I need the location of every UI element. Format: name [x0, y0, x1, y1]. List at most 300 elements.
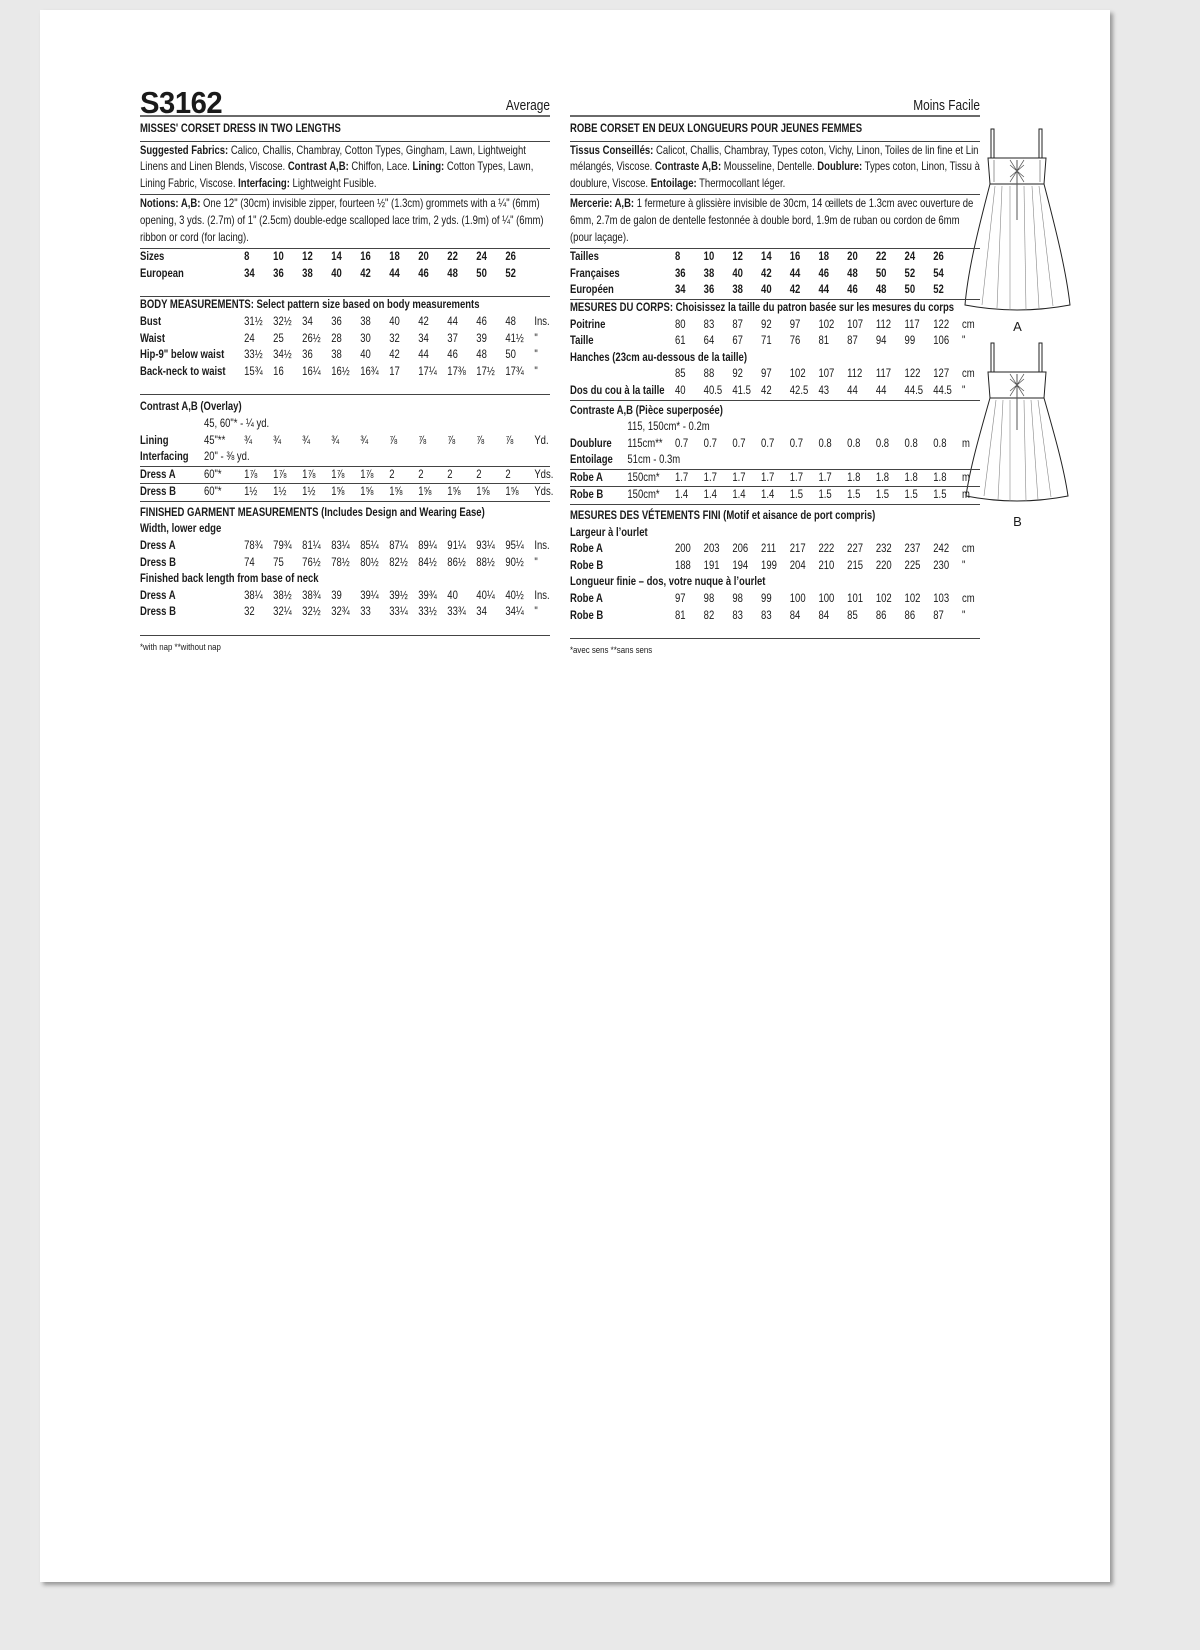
- unit-label: ": [534, 348, 538, 362]
- cell-value: 34: [418, 331, 429, 345]
- unit-label: cm: [961, 317, 975, 331]
- cell-value: 82½: [389, 555, 408, 569]
- contrast-yardage-fr: 115, 150cm* - 0.2m: [627, 420, 710, 434]
- cell-value: 1⅞: [360, 467, 374, 481]
- cell-value: 0.7: [761, 436, 775, 450]
- body-measurements-heading: BODY MEASUREMENTS: Select pattern size based on body measurements: [140, 298, 480, 312]
- row-label: Lining: [140, 433, 169, 447]
- unit-label: Yd.: [534, 433, 549, 447]
- cell-value: 34½: [273, 348, 292, 362]
- cell-value: 122: [904, 367, 921, 381]
- cell-value: 39¾: [418, 588, 437, 602]
- row-label: Sizes: [140, 250, 165, 264]
- unit-label: ": [961, 558, 966, 572]
- notions: [140, 195, 550, 248]
- table-row: [570, 282, 980, 299]
- cell-value: ⅞: [505, 433, 514, 447]
- cell-value: 40: [761, 283, 772, 297]
- table-row: [140, 588, 550, 605]
- cell-value: 15¾: [244, 364, 263, 378]
- french-column: [570, 90, 980, 660]
- row-label: Européen: [570, 283, 614, 297]
- cell-value: 44: [818, 283, 830, 297]
- cell-value: 1½: [273, 485, 287, 499]
- row-label: Tailles: [570, 250, 599, 264]
- cell-value: 188: [674, 558, 691, 572]
- cell-value: ⅞: [476, 433, 485, 447]
- cell-value: 16: [360, 250, 371, 264]
- cell-value: 14: [331, 250, 342, 264]
- cell-value: 40½: [505, 588, 524, 602]
- cell-value: 44: [875, 383, 887, 397]
- cell-value: 48: [447, 266, 458, 280]
- cell-value: 67: [732, 334, 743, 348]
- cell-value: ⅞: [447, 433, 456, 447]
- cell-value: 1.7: [789, 470, 803, 484]
- cell-value: 102: [818, 317, 835, 331]
- unit-label: ": [534, 555, 538, 569]
- cell-value: 95¼: [505, 539, 524, 553]
- table-row: [570, 266, 980, 283]
- cell-value: 80½: [360, 555, 379, 569]
- cell-value: 78¾: [244, 539, 263, 553]
- cell-value: 42: [761, 266, 772, 280]
- cell-value: 40: [389, 314, 400, 328]
- bold-label: Contraste A,B:: [654, 160, 722, 174]
- bold-label: Lining:: [412, 160, 445, 174]
- cell-value: 1.4: [761, 488, 775, 502]
- table-row: [140, 249, 550, 266]
- cell-value: 98: [732, 592, 743, 606]
- cell-value: 44.5: [933, 383, 952, 397]
- table-row: [140, 555, 550, 572]
- width-heading-fr: Largeur à l’ourlet: [570, 525, 648, 539]
- cell-value: 30: [360, 331, 371, 345]
- cell-value: 33½: [418, 605, 437, 619]
- cell-value: 83¼: [331, 539, 350, 553]
- cell-value: 242: [933, 542, 950, 556]
- cell-value: 93¼: [476, 539, 495, 553]
- cell-value: 18: [818, 250, 830, 264]
- cell-value: 16½: [331, 364, 350, 378]
- cell-value: 85¼: [360, 539, 379, 553]
- cell-value: 1.8: [875, 470, 890, 484]
- cell-value: 44: [418, 348, 429, 362]
- cell-value: 1.5: [875, 488, 890, 502]
- cell-value: 17¾: [505, 364, 524, 378]
- cell-value: 10: [273, 250, 284, 264]
- cell-value: 100: [789, 592, 806, 606]
- bold-label: Doublure:: [817, 160, 863, 174]
- cell-value: 122: [933, 317, 950, 331]
- cell-value: ¾: [331, 433, 340, 447]
- row-label: Robe B: [570, 558, 604, 572]
- cell-value: 83: [732, 608, 743, 622]
- cell-value: 20: [418, 250, 429, 264]
- paragraph-text: Calicot, Challis, Chambray, Types coton, Vichy, Linon, Toiles de lin fine et Lin mélangés, Viscose.: [570, 143, 979, 174]
- row-label: Robe A: [570, 470, 603, 484]
- cell-value: ¾: [360, 433, 369, 447]
- cell-value: 237: [904, 542, 921, 556]
- cell-value: 40: [447, 588, 458, 602]
- dress-b-row-fr: [570, 487, 980, 504]
- cell-value: 1⅝: [360, 485, 374, 499]
- cell-value: 106: [933, 334, 950, 348]
- cell-value: 16: [273, 364, 284, 378]
- cell-value: 1.5: [847, 488, 861, 502]
- cell-value: 0.7: [703, 436, 717, 450]
- row-label: Doublure: [570, 436, 612, 450]
- cell-value: ¾: [244, 433, 253, 447]
- cell-value: 78½: [331, 555, 350, 569]
- cell-value: 33¼: [389, 605, 408, 619]
- unit-label: ": [961, 383, 966, 397]
- sizes-table: [140, 249, 550, 282]
- row-width-spec: 150cm*: [627, 470, 660, 484]
- cell-value: 41.5: [732, 383, 751, 397]
- cell-value: 97: [674, 592, 686, 606]
- interfacing-yardage-fr: 51cm - 0.3m: [627, 453, 681, 467]
- cell-value: 0.8: [818, 436, 832, 450]
- cell-value: 107: [847, 317, 864, 331]
- cell-value: 52: [933, 283, 944, 297]
- cell-value: 117: [875, 367, 892, 381]
- cell-value: 46: [418, 266, 429, 280]
- cell-value: 16: [789, 250, 801, 264]
- cell-value: 50: [904, 283, 916, 297]
- cell-value: 102: [875, 592, 892, 606]
- cell-value: 81¼: [302, 539, 321, 553]
- table-row: [140, 484, 554, 501]
- cell-value: 33: [360, 605, 371, 619]
- cell-value: 50: [875, 266, 887, 280]
- cell-value: 18: [389, 250, 400, 264]
- cell-value: ⅞: [418, 433, 427, 447]
- cell-value: 48: [505, 314, 516, 328]
- unit-label: Ins.: [534, 539, 550, 553]
- cell-value: 1.4: [703, 488, 717, 502]
- cell-value: 1.8: [904, 470, 918, 484]
- cell-value: 194: [732, 558, 749, 572]
- cell-value: 101: [847, 592, 864, 606]
- cell-value: 40: [674, 383, 686, 397]
- row-width-spec: 150cm*: [627, 488, 660, 502]
- row-width-spec: 60"*: [203, 467, 222, 481]
- pattern-number: S3162: [140, 85, 223, 120]
- cell-value: 48: [476, 348, 487, 362]
- cell-value: 17: [389, 364, 400, 378]
- unit-label: Ins.: [534, 314, 550, 328]
- cell-value: 40: [360, 348, 371, 362]
- cell-value: 89¼: [418, 539, 437, 553]
- cell-value: 1.7: [732, 470, 746, 484]
- row-label: Robe B: [570, 488, 604, 502]
- cell-value: 81: [674, 608, 686, 622]
- cell-value: 42: [360, 266, 371, 280]
- difficulty-level-fr: Moins Facile: [913, 98, 980, 114]
- cell-value: 36: [703, 283, 715, 297]
- cell-value: 1⅞: [244, 467, 258, 481]
- cell-value: 33¾: [447, 605, 466, 619]
- row-label: Back-neck to waist: [140, 364, 226, 378]
- cell-value: 200: [674, 542, 691, 556]
- cell-value: 1.7: [703, 470, 717, 484]
- cell-value: 85: [674, 367, 686, 381]
- cell-value: 36: [302, 348, 313, 362]
- table-row: [140, 467, 554, 484]
- width-table: [140, 538, 550, 571]
- table-row: [570, 558, 980, 575]
- cell-value: 16¾: [360, 364, 379, 378]
- table-row: [570, 608, 980, 625]
- cell-value: 2: [418, 467, 424, 481]
- row-label: Robe A: [570, 592, 603, 606]
- cell-value: 86: [875, 608, 887, 622]
- row-width-spec: 115cm**: [627, 436, 663, 450]
- cell-value: 79¾: [273, 539, 292, 553]
- cell-value: 31½: [244, 314, 263, 328]
- table-row: [140, 433, 550, 450]
- unit-label: m: [961, 470, 970, 484]
- row-label: Taille: [570, 334, 594, 348]
- cell-value: 46: [847, 283, 858, 297]
- unit-label: Ins.: [534, 588, 550, 602]
- cell-value: 39¼: [360, 588, 379, 602]
- cell-value: 50: [505, 348, 516, 362]
- row-label: Dress A: [140, 539, 176, 553]
- cell-value: 40.5: [703, 383, 723, 397]
- unit-label: m: [961, 488, 970, 502]
- unit-label: m: [961, 436, 970, 450]
- cell-value: 1.5: [933, 488, 947, 502]
- cell-value: ⅞: [389, 433, 398, 447]
- cell-value: 98: [703, 592, 715, 606]
- cell-value: 48: [875, 283, 887, 297]
- cell-value: 37: [447, 331, 458, 345]
- cell-value: 87: [732, 317, 743, 331]
- cell-value: 127: [933, 367, 950, 381]
- table-row: [140, 604, 550, 621]
- cell-value: 83: [703, 317, 715, 331]
- cell-value: 97: [789, 317, 801, 331]
- pattern-title-fr: ROBE CORSET EN DEUX LONGUEURS POUR JEUNES FEMMES: [570, 122, 863, 135]
- unit-label: cm: [961, 542, 975, 556]
- cell-value: 74: [244, 555, 255, 569]
- cell-value: 46: [818, 266, 830, 280]
- body-measurements-table: [140, 314, 550, 380]
- cell-value: 92: [732, 367, 743, 381]
- cell-value: 17½: [476, 364, 495, 378]
- cell-value: 86: [904, 608, 916, 622]
- cell-value: 1⅝: [447, 485, 461, 499]
- cell-value: 206: [732, 542, 749, 556]
- view-a-label: A: [1013, 319, 1022, 334]
- cell-value: 22: [447, 250, 458, 264]
- cell-value: ¾: [273, 433, 282, 447]
- row-label: Waist: [140, 331, 166, 345]
- hips-row-fr: [570, 366, 980, 383]
- cell-value: 44: [847, 383, 858, 397]
- cell-value: 1.7: [818, 470, 832, 484]
- cell-value: 32¼: [273, 605, 292, 619]
- cell-value: 14: [761, 250, 772, 264]
- cell-value: 204: [789, 558, 806, 572]
- cell-value: 1⅝: [389, 485, 403, 499]
- bold-label: Tissus Conseillés:: [570, 143, 654, 157]
- lining-row: [140, 433, 550, 450]
- cell-value: 16¼: [302, 364, 321, 378]
- cell-value: 40¼: [476, 588, 495, 602]
- cell-value: 52: [505, 266, 516, 280]
- cell-value: 38: [331, 348, 342, 362]
- cell-value: 26: [933, 250, 944, 264]
- cell-value: 38½: [273, 588, 292, 602]
- cell-value: 1⅞: [302, 467, 316, 481]
- cell-value: ¾: [302, 433, 311, 447]
- cell-value: 64: [703, 334, 715, 348]
- cell-value: 50: [476, 266, 487, 280]
- row-label: Dress B: [140, 485, 176, 499]
- cell-value: 90½: [505, 555, 524, 569]
- cell-value: 210: [818, 558, 835, 572]
- cell-value: 42: [418, 314, 429, 328]
- cell-value: 34: [244, 266, 255, 280]
- cell-value: 33½: [244, 348, 263, 362]
- cell-value: 0.7: [789, 436, 803, 450]
- cell-value: 1⅝: [418, 485, 432, 499]
- cell-value: 232: [875, 542, 892, 556]
- contrast-yardage: 45, 60"* - ¼ yd.: [203, 416, 270, 430]
- contrast-heading-fr: Contraste A,B (Pièce superposée): [570, 403, 723, 417]
- row-label: Dress B: [140, 555, 176, 569]
- row-label: Hip-9" below waist: [140, 348, 225, 362]
- paragraph-text: Thermocollant léger.: [696, 176, 786, 190]
- cell-value: 0.7: [732, 436, 746, 450]
- row-width-spec: 60"*: [203, 485, 222, 499]
- sizes-table-fr: [570, 249, 980, 299]
- cell-value: 225: [904, 558, 921, 572]
- dress-b-row: [140, 484, 554, 501]
- cell-value: 112: [875, 317, 892, 331]
- cell-value: 46: [476, 314, 487, 328]
- bold-label: Mercerie: A,B:: [570, 197, 635, 211]
- table-row: [570, 383, 980, 400]
- cell-value: 84: [818, 608, 830, 622]
- cell-value: 87¼: [389, 539, 408, 553]
- cell-value: 82: [703, 608, 715, 622]
- cell-value: 0.8: [847, 436, 861, 450]
- header-fr: [570, 90, 980, 117]
- cell-value: 87: [847, 334, 858, 348]
- cell-value: 76: [789, 334, 801, 348]
- footnote-fr: *avec sens **sans sens: [570, 645, 653, 657]
- table-row: [140, 347, 550, 364]
- interfacing-yardage: 20" - ⅜ yd.: [203, 450, 250, 464]
- back-row-fr: [570, 383, 980, 400]
- cell-value: 99: [904, 334, 916, 348]
- cell-value: 76½: [302, 555, 321, 569]
- table-row: [140, 314, 550, 331]
- cell-value: 44.5: [904, 383, 924, 397]
- row-label: Poitrine: [570, 317, 606, 331]
- cell-value: 100: [818, 592, 835, 606]
- cell-value: 40: [732, 266, 743, 280]
- cell-value: 84: [789, 608, 801, 622]
- cell-value: 32: [389, 331, 400, 345]
- paragraph-text: 1 fermeture à glissière invisible de 30cm, 14 œillets de 1.3cm avec ouverture de 6mm, 2.7m de galon de dentelle festonnée à double bord, 1.9m de ruban ou cordon de 6mm (pour laçage).: [570, 197, 974, 244]
- unit-label: Yds.: [534, 485, 554, 499]
- cell-value: 199: [761, 558, 777, 572]
- table-row: [570, 436, 980, 453]
- cell-value: 230: [933, 558, 950, 572]
- row-width-spec: 45"**: [203, 433, 226, 447]
- cell-value: 88: [703, 367, 715, 381]
- bold-label: Contrast A,B:: [287, 160, 349, 174]
- cell-value: 1.8: [933, 470, 947, 484]
- cell-value: 39: [476, 331, 487, 345]
- cell-value: 24: [904, 250, 916, 264]
- unit-label: ": [534, 605, 538, 619]
- cell-value: 41½: [505, 331, 524, 345]
- row-label: Bust: [140, 314, 162, 328]
- cell-value: 36: [273, 266, 284, 280]
- cell-value: 28: [331, 331, 342, 345]
- cell-value: 42: [761, 383, 772, 397]
- bold-label: Interfacing:: [238, 176, 290, 190]
- paragraph-text: Calico, Challis, Chambray, Cotton Types, Gingham, Lawn, Lightweight Linens and Linen Blends, Viscose.: [140, 143, 526, 174]
- cell-value: 40: [331, 266, 342, 280]
- length-table-fr: [570, 591, 980, 624]
- cell-value: 102: [904, 592, 921, 606]
- cell-value: 112: [847, 367, 863, 381]
- footnote: *with nap **without nap: [140, 642, 221, 654]
- cell-value: 38: [703, 266, 715, 280]
- cell-value: 220: [875, 558, 892, 572]
- cell-value: 44: [789, 266, 801, 280]
- paragraph-text: Lightweight Fusible.: [289, 176, 377, 190]
- paragraph-text: Mousseline, Dentelle.: [721, 160, 818, 174]
- cell-value: 42: [789, 283, 801, 297]
- cell-value: 1.7: [761, 470, 775, 484]
- cell-value: 117: [904, 317, 920, 331]
- cell-value: 36: [674, 266, 686, 280]
- cell-value: 1½: [302, 485, 316, 499]
- cell-value: 24: [476, 250, 487, 264]
- cell-value: 26½: [302, 331, 321, 345]
- cell-value: 211: [761, 542, 777, 556]
- cell-value: 46: [447, 348, 458, 362]
- cell-value: 2: [505, 467, 511, 481]
- cell-value: 222: [818, 542, 835, 556]
- cell-value: 20: [847, 250, 858, 264]
- paragraph-text: Types coton, Linon, Tissu à doublure, Viscose.: [570, 160, 980, 190]
- body-measurements-heading-fr: MESURES DU CORPS: Choisissez la taille du patron basée sur les mesures du corps: [570, 300, 955, 314]
- row-label: European: [140, 266, 184, 280]
- table-row: [570, 317, 980, 334]
- row-label: Dress A: [140, 467, 176, 481]
- paragraph-text: One 12" (30cm) invisible zipper, fourteen ½" (1.3cm) grommets with a ¼" (6mm) opening, 3 yds. (2.7m) of 1" (2.5cm) double-edge scalloped lace trim, 2 yds. (1.9m) of ¼" (6mm) ribbon or cord (for lacing).: [140, 197, 544, 244]
- cell-value: 38: [732, 283, 743, 297]
- cell-value: 1⅝: [331, 485, 345, 499]
- cell-value: 84½: [418, 555, 437, 569]
- interfacing-label-fr: Entoilage: [570, 453, 613, 467]
- cell-value: 2: [389, 467, 395, 481]
- cell-value: 52: [904, 266, 916, 280]
- cell-value: 1⅞: [331, 467, 345, 481]
- cell-value: 1⅝: [476, 485, 490, 499]
- cell-value: 0.8: [933, 436, 947, 450]
- cell-value: 92: [761, 317, 772, 331]
